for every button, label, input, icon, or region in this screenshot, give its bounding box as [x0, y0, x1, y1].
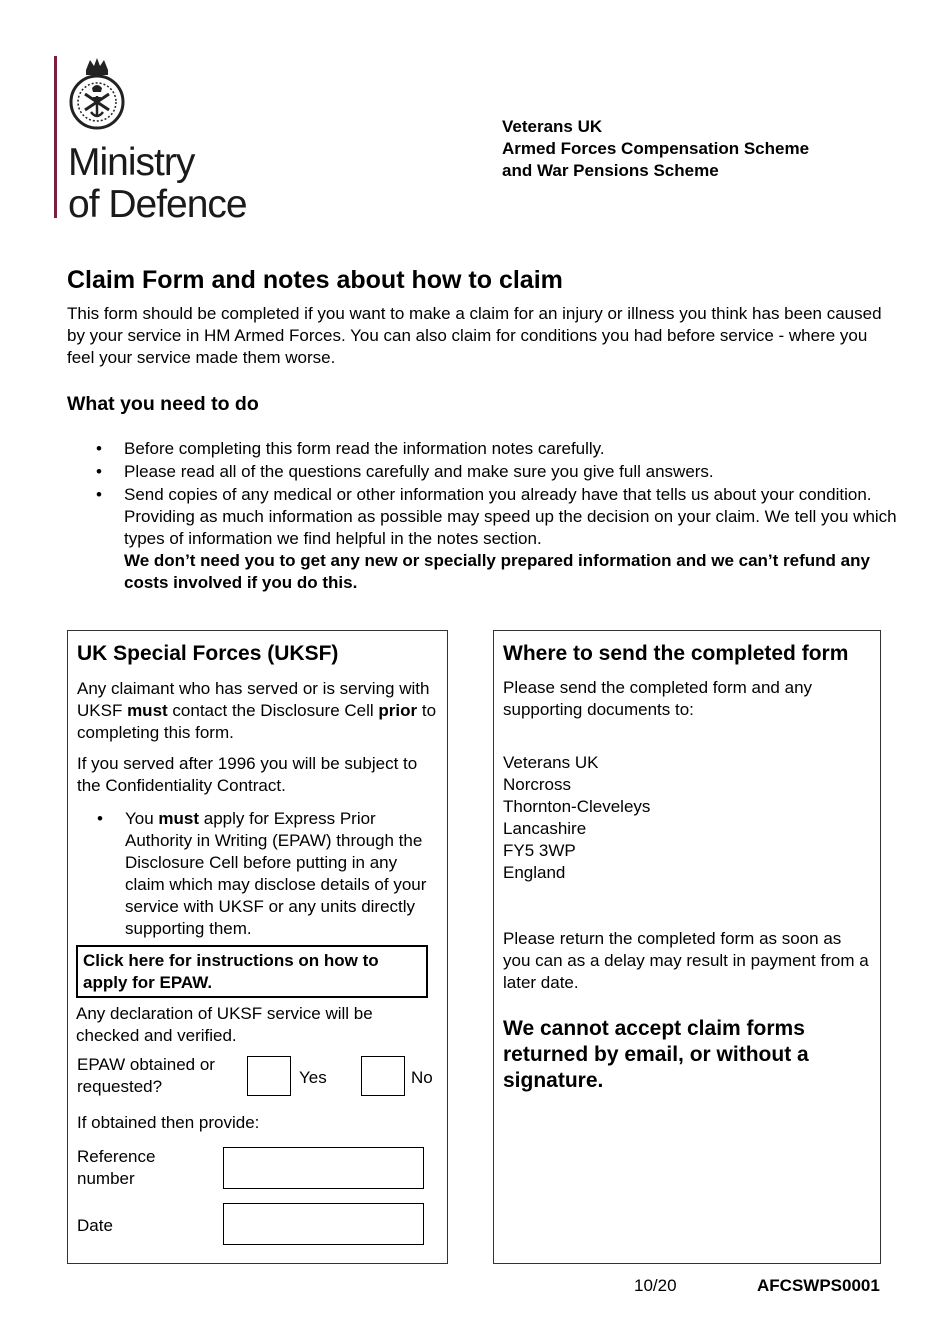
logo-line-1: Ministry — [68, 141, 195, 184]
send-title: Where to send the completed form — [503, 642, 849, 665]
royal-crest-icon — [66, 56, 128, 130]
uksf-panel — [67, 630, 448, 1264]
epaw-instructions-link[interactable]: Click here for instructions on how to apply for EPAW. — [76, 945, 428, 998]
date-input[interactable] — [223, 1203, 424, 1245]
epaw-yes-label: Yes — [299, 1068, 327, 1087]
epaw-label: EPAW obtained or requested? — [77, 1055, 215, 1096]
address-line: England — [503, 863, 566, 882]
send-para-2: Please return the completed form as soon as you can as a delay may result in payment from a later date. — [503, 929, 869, 992]
list-item: • Before completing this form read the information notes carefully. — [67, 438, 897, 460]
uksf-para-1: Any claimant who has served or is serving with UKSF must contact the Disclosure Cell prior to completing this form. — [77, 679, 437, 742]
logo-line-2: of Defence — [68, 183, 247, 226]
org-line-1: Veterans UK — [502, 117, 603, 136]
send-panel — [493, 630, 881, 1264]
ministry-logo-text — [68, 142, 247, 226]
obtained-label: If obtained then provide: — [77, 1113, 260, 1132]
epaw-no-checkbox[interactable] — [361, 1056, 405, 1096]
address-line: Lancashire — [503, 819, 587, 838]
epaw-yes-checkbox[interactable] — [247, 1056, 291, 1096]
uksf-title: UK Special Forces (UKSF) — [77, 642, 339, 665]
postal-address — [503, 752, 650, 884]
address-line: Veterans UK — [503, 753, 599, 772]
form-version: 10/20 — [634, 1276, 677, 1295]
uksf-bullet: • You must apply for Express Prior Authority in Writing (EPAW) through the Disclosure Cell before putting in any claim which may disclose details of your service with UKSF or any units directly supporting them. — [97, 809, 427, 938]
org-line-3: and War Pensions Scheme — [502, 161, 719, 180]
todo-bold-note: We don’t need you to get any new or specially prepared information and we can’t refund any costs involved if you do this. — [124, 551, 870, 592]
reference-number-input[interactable] — [223, 1147, 424, 1189]
reference-number-label: Reference number — [77, 1147, 156, 1188]
list-item: • Please read all of the questions carefully and make sure you give full answers. — [67, 461, 897, 483]
address-line: Thornton-Cleveleys — [503, 797, 651, 816]
address-line: FY5 3WP — [503, 841, 576, 860]
org-line-2: Armed Forces Compensation Scheme — [502, 139, 810, 158]
send-para-1: Please send the completed form and any supporting documents to: — [503, 678, 813, 719]
brand-bar — [54, 56, 57, 218]
uksf-para-2: If you served after 1996 you will be subject to the Confidentiality Contract. — [77, 754, 418, 795]
date-label: Date — [77, 1216, 113, 1235]
intro-text: This form should be completed if you want to make a claim for an injury or illness you think has been caused by your service in HM Armed Forces. You can also claim for conditions you had before service - where you feel your service made them worse. — [67, 304, 882, 367]
uksf-para-3: Any declaration of UKSF service will be checked and verified. — [76, 1004, 373, 1045]
epaw-no-label: No — [411, 1068, 433, 1087]
list-item: • Send copies of any medical or other information you already have that tells us about your condition. Providing as much information as possible may speed up the decision on your claim. We tell you which types of information we find helpful in the notes section. We don’t need you to get any new or specially prepared information and we can’t refund any costs involved if you do this. — [67, 484, 897, 594]
organisation-block — [502, 116, 809, 182]
todo-heading: What you need to do — [67, 393, 259, 415]
form-code: AFCSWPS0001 — [757, 1276, 880, 1295]
todo-list — [67, 438, 897, 595]
email-warning: We cannot accept claim forms returned by email, or without a signature. — [503, 1017, 809, 1092]
address-line: Norcross — [503, 775, 572, 794]
page-title: Claim Form and notes about how to claim — [67, 266, 563, 294]
